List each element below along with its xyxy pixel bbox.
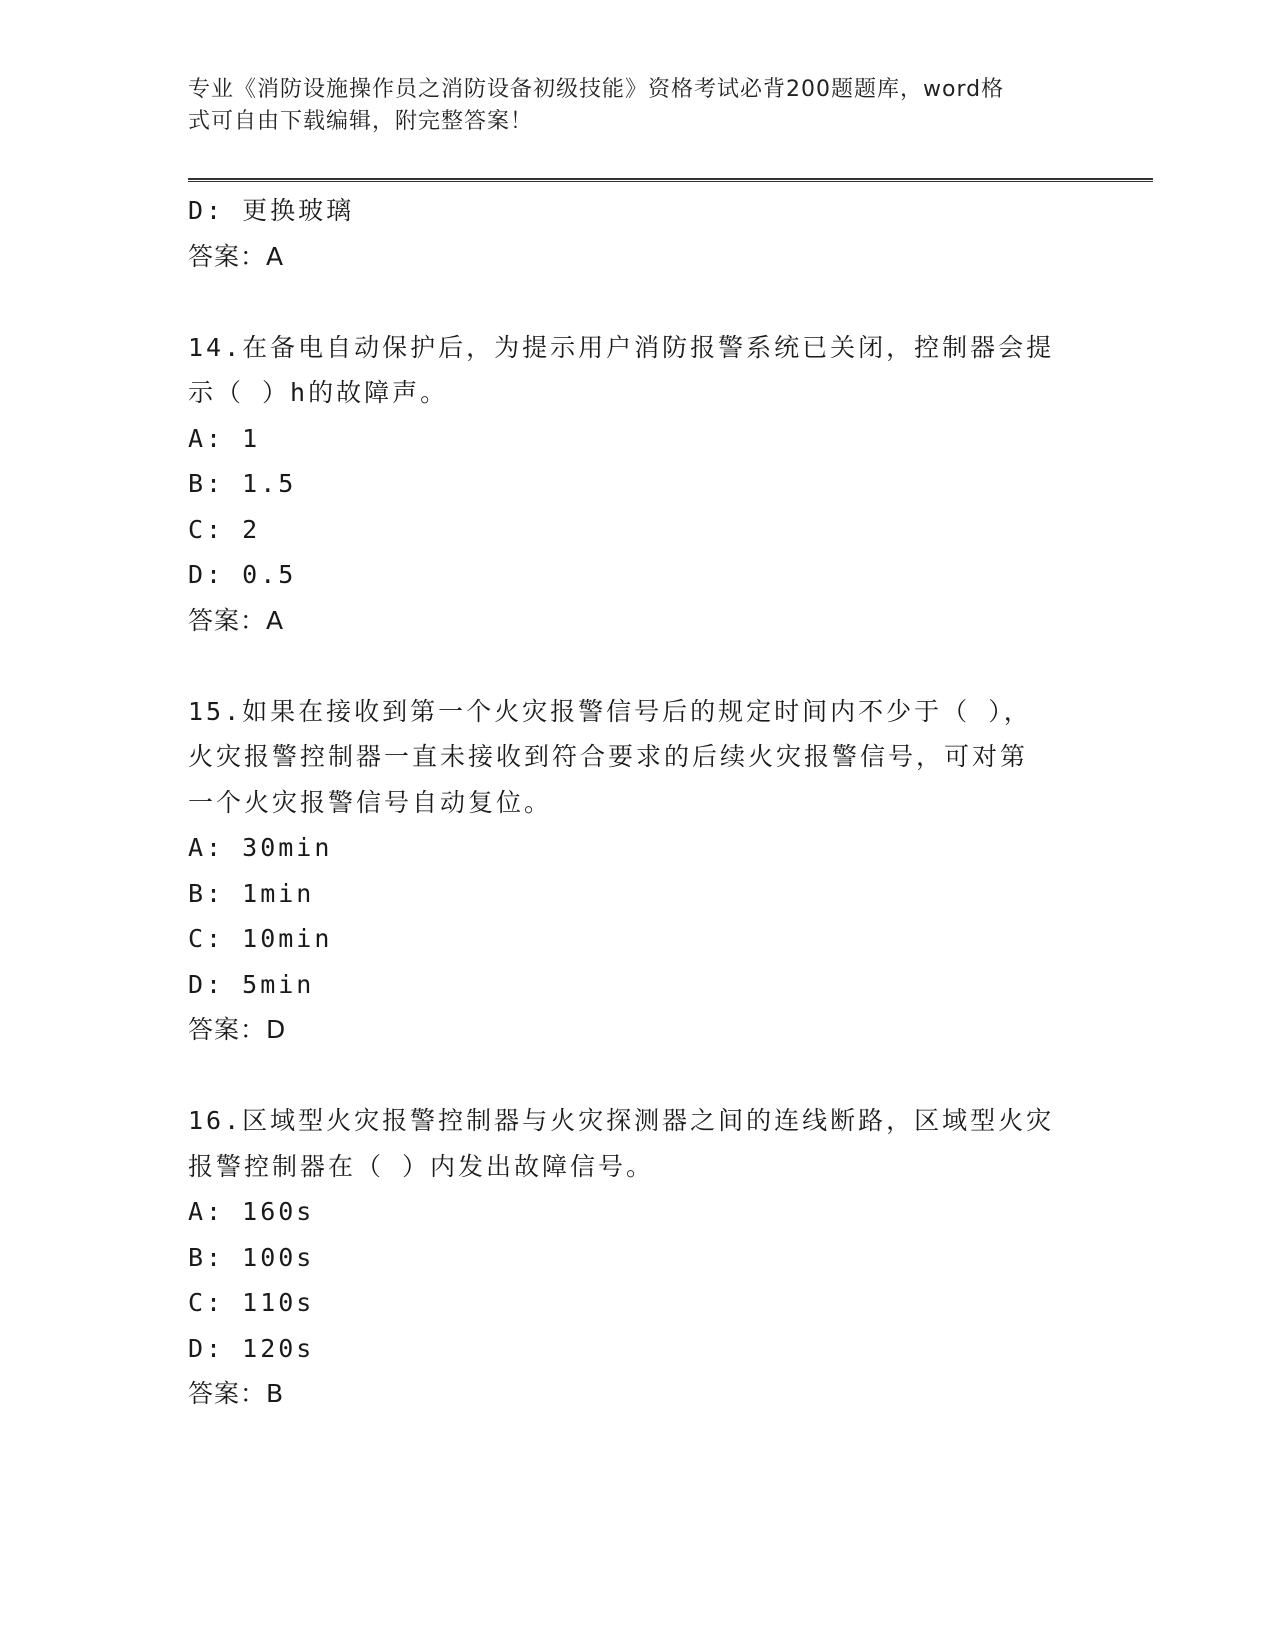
- option-d: D: 0.5: [188, 560, 297, 589]
- question-text-line: 一个火灾报警信号自动复位。: [188, 787, 553, 817]
- document-body: [188, 188, 1088, 1417]
- header-line-1: 专业《消防设施操作员之消防设备初级技能》资格考试必背200题题库，word格: [188, 77, 1005, 102]
- question-15: [188, 689, 1088, 1053]
- prev-answer: 答案：A: [188, 241, 285, 271]
- header-divider: [188, 178, 1153, 182]
- question-text-line: 报警控制器在（ ）内发出故障信号。: [188, 1151, 655, 1181]
- option-c: C: 110s: [188, 1288, 315, 1317]
- option-a: A: 1: [188, 423, 261, 453]
- answer: 答案：B: [188, 1379, 285, 1408]
- option-b: B: 1.5: [188, 469, 297, 498]
- prev-option-d: D: 更换玻璃: [188, 196, 355, 225]
- answer: 答案：A: [188, 605, 285, 635]
- spacer: [188, 643, 1088, 689]
- answer: 答案：D: [188, 1015, 287, 1044]
- spacer: [188, 279, 1088, 325]
- option-c: C: 10min: [188, 924, 333, 953]
- option-b: B: 100s: [188, 1242, 315, 1272]
- option-c: C: 2: [188, 514, 261, 544]
- option-d: D: 5min: [188, 969, 315, 999]
- question-16: [188, 1098, 1088, 1417]
- question-text-line: 14.在备电自动保护后，为提示用户消防报警系统已关闭，控制器会提: [188, 332, 1055, 362]
- option-a: A: 160s: [188, 1197, 315, 1226]
- question-14: [188, 325, 1088, 644]
- question-text-line: 16.区域型火灾报警控制器与火灾探测器之间的连线断路，区域型火灾: [188, 1106, 1055, 1135]
- option-a: A: 30min: [188, 833, 333, 862]
- question-text-line: 15.如果在接收到第一个火灾报警信号后的规定时间内不少于（ ），: [188, 696, 1032, 726]
- spacer: [188, 1053, 1088, 1099]
- option-b: B: 1min: [188, 878, 315, 908]
- page-header: [188, 74, 1068, 138]
- option-d: D: 120s: [188, 1333, 315, 1363]
- question-text-line: 示（ ）h的故障声。: [188, 378, 449, 407]
- question-text-line: 火灾报警控制器一直未接收到符合要求的后续火灾报警信号，可对第: [188, 742, 1029, 771]
- header-line-2: 式可自由下载编辑，附完整答案！: [188, 109, 534, 134]
